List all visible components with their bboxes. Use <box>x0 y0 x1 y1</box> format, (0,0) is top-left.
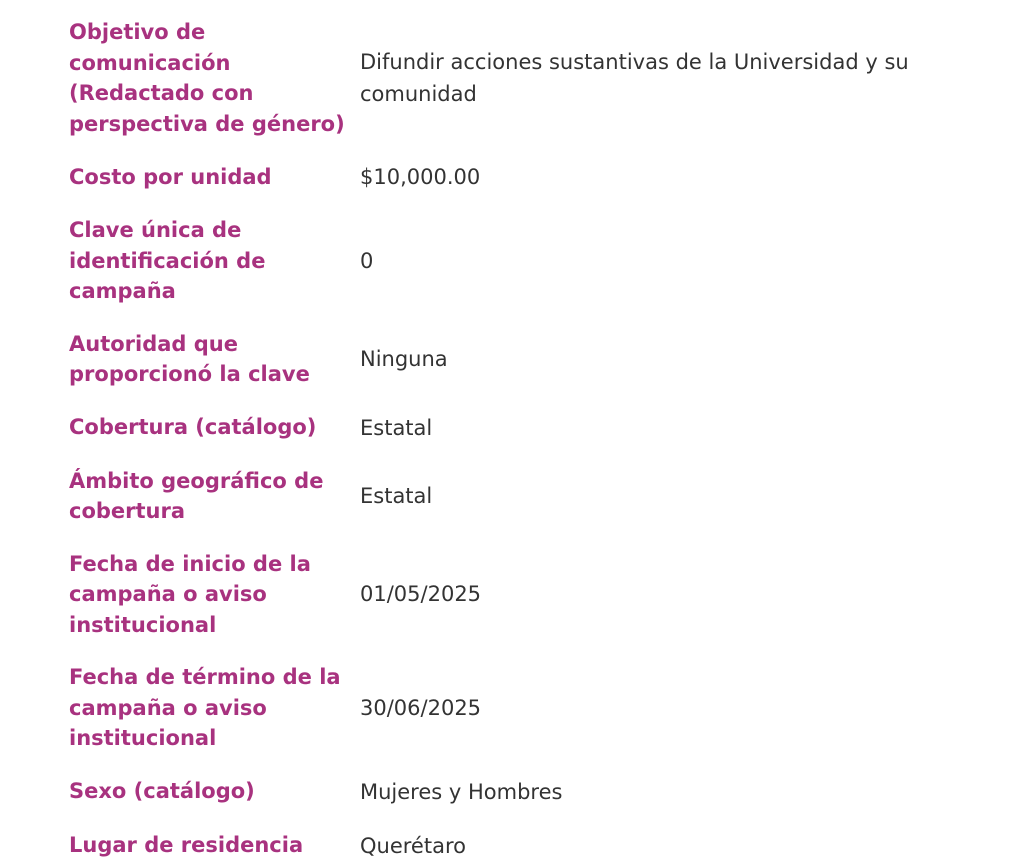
detail-row-fecha-inicio <box>69 549 969 641</box>
campaign-details-list <box>69 17 969 862</box>
detail-row-costo <box>69 161 969 193</box>
detail-value: Mujeres y Hombres <box>360 779 563 804</box>
detail-row-ambito <box>69 466 969 527</box>
detail-row-autoridad <box>69 329 969 390</box>
detail-row-clave <box>69 215 969 307</box>
detail-value: Estatal <box>360 415 433 440</box>
detail-value: 01/05/2025 <box>360 582 482 607</box>
detail-label: Objetivo de comunicación (Redactado con perspectiva de género) <box>69 20 345 136</box>
detail-value: $10,000.00 <box>360 165 481 189</box>
detail-label: Ámbito geográfico de cobertura <box>69 468 324 523</box>
detail-row-fecha-termino <box>69 662 969 754</box>
detail-label: Clave única de identificación de campaña <box>69 218 266 303</box>
detail-label: Costo por unidad <box>69 164 272 189</box>
detail-value: Ninguna <box>360 347 448 371</box>
detail-value: Estatal <box>360 484 433 508</box>
detail-label: Autoridad que proporcionó la clave <box>69 331 310 386</box>
detail-label: Lugar de residencia <box>69 833 304 858</box>
detail-row-lugar <box>69 830 969 862</box>
detail-label: Cobertura (catálogo) <box>69 415 317 440</box>
detail-label: Fecha de inicio de la campaña o aviso institucional <box>69 551 311 637</box>
detail-row-sexo <box>69 776 969 808</box>
detail-value: Querétaro <box>360 833 466 858</box>
detail-value: 0 <box>360 248 374 273</box>
detail-row-cobertura <box>69 412 969 444</box>
detail-value: 30/06/2025 <box>360 695 482 720</box>
detail-row-objetivo <box>69 17 969 139</box>
detail-label: Sexo (catálogo) <box>69 779 255 804</box>
detail-value: Difundir acciones sustantivas de la Universidad y su comunidad <box>360 50 909 106</box>
detail-label: Fecha de término de la campaña o aviso institucional <box>69 665 341 750</box>
